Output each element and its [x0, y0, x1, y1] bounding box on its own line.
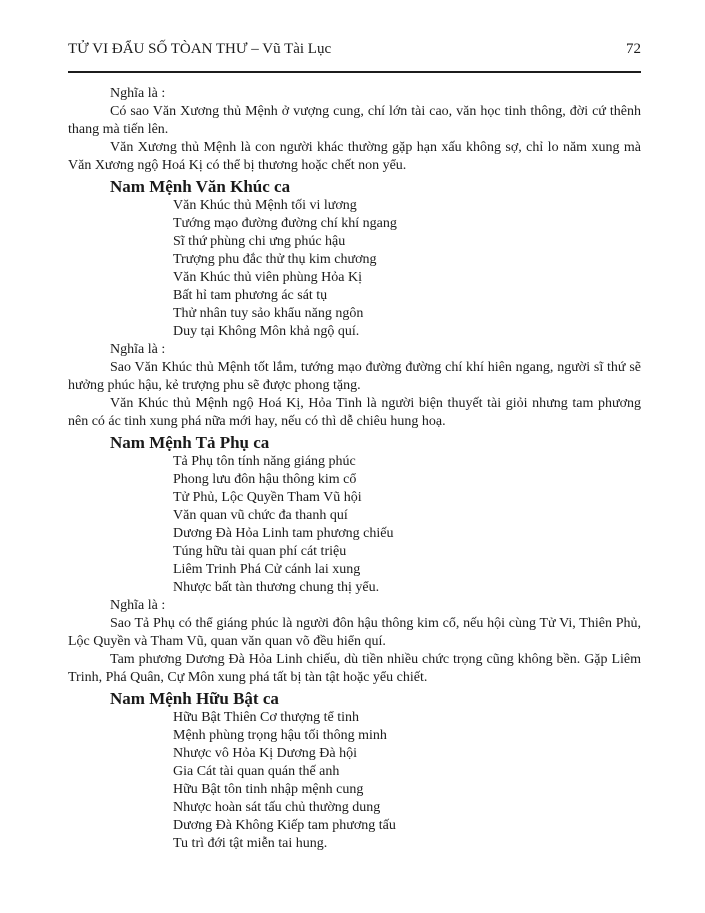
- meaning-label: Nghĩa là :: [110, 598, 166, 613]
- poem-line: Tướng mạo đường đường chí khí ngang: [173, 216, 397, 231]
- poem-line: Trượng phu đắc thử thụ kim chương: [173, 252, 377, 267]
- poem-line: Nhược hoàn sát tấu chủ thường dung: [173, 800, 381, 815]
- poem-ta-phu: [173, 453, 641, 597]
- header-rule: [68, 71, 641, 73]
- poem-van-khuc: [173, 197, 641, 341]
- page-number: 72: [626, 41, 641, 57]
- poem-line: Túng hữu tài quan phí cát triệu: [173, 544, 347, 559]
- poem-line: Nhược bất tàn thương chung thị yểu.: [173, 580, 380, 595]
- poem-line: Tả Phụ tôn tính năng giáng phúc: [173, 454, 356, 469]
- poem-line: Mệnh phùng trọng hậu tối thông minh: [173, 728, 387, 743]
- poem-line: Duy tại Không Môn khả ngộ quí.: [173, 324, 360, 339]
- section-heading-huu-bat: Nam Mệnh Hữu Bật ca: [110, 689, 279, 708]
- paragraph: Tam phương Dương Đà Hỏa Linh chiếu, dù tiền nhiều chức trọng cũng không bền. Gặp Liêm Trinh, Phá Quân, Cự Môn xung phá tất bị tàn tật hoặc yểu chiết.: [68, 652, 641, 685]
- paragraph: Sao Tả Phụ có thể giáng phúc là người đôn hậu thông kim cổ, nếu hội cùng Tử Vi, Thiên Phủ, Lộc Quyền và Tham Vũ, quan văn quan võ đều hiển quí.: [68, 616, 641, 649]
- poem-line: Gia Cát tài quan quán thế anh: [173, 764, 340, 779]
- meaning-label: Nghĩa là :: [110, 86, 166, 101]
- poem-line: Tu trì đới tật miễn tai hung.: [173, 836, 328, 851]
- header-book-title: TỬ VI ĐẨU SỐ TÒAN THƯ – Vũ Tài Lục: [68, 41, 332, 57]
- poem-line: Hữu Bật tôn tinh nhập mệnh cung: [173, 782, 364, 797]
- poem-line: Văn Khúc thủ viên phùng Hỏa Kị: [173, 270, 362, 285]
- poem-line: Dương Đà Không Kiếp tam phương tấu: [173, 818, 396, 833]
- page-header: [68, 41, 641, 58]
- poem-line: Liêm Trinh Phá Cử cánh lai xung: [173, 562, 361, 577]
- poem-line: Dương Đà Hỏa Linh tam phương chiếu: [173, 526, 394, 541]
- poem-line: Văn Khúc thủ Mệnh tối vi lương: [173, 198, 357, 213]
- poem-line: Sĩ thứ phùng chi ưng phúc hậu: [173, 234, 346, 249]
- poem-line: Nhược vô Hỏa Kị Dương Đà hội: [173, 746, 357, 761]
- poem-line: Phong lưu đôn hậu thông kim cổ: [173, 472, 357, 487]
- paragraph: Văn Khúc thủ Mệnh ngộ Hoá Kị, Hỏa Tinh là người biện thuyết tài giỏi nhưng tam phương nên có ác tinh xung phá nữa mới hay, nếu có thì dễ chiêu hung hoạ.: [68, 396, 641, 429]
- poem-line: Bất hỉ tam phương ác sát tụ: [173, 288, 328, 303]
- poem-line: Tử Phủ, Lộc Quyền Tham Vũ hội: [173, 490, 362, 505]
- paragraph: Văn Xương thủ Mệnh là con người khác thường gặp hạn xấu không sợ, chỉ lo năm xung mà Văn Xương ngộ Hoá Kị có thể bị thương hoặc chết non yểu.: [68, 140, 641, 173]
- section-heading-ta-phu: Nam Mệnh Tả Phụ ca: [110, 433, 270, 452]
- paragraph: Sao Văn Khúc thủ Mệnh tốt lắm, tướng mạo đường đường chí khí hiên ngang, người sĩ thứ sẽ hưởng phúc hậu, kẻ trượng phu sẽ được phong tặng.: [68, 360, 641, 393]
- page-content: [68, 85, 641, 853]
- paragraph: Có sao Văn Xương thủ Mệnh ở vượng cung, chí lớn tài cao, văn học tinh thông, đời cứ thênh thang mà tiến lên.: [68, 104, 641, 137]
- meaning-label: Nghĩa là :: [110, 342, 166, 357]
- poem-line: Hữu Bật Thiên Cơ thượng tể tinh: [173, 710, 360, 725]
- poem-line: Văn quan vũ chức đa thanh quí: [173, 508, 348, 523]
- section-heading-van-khuc: Nam Mệnh Văn Khúc ca: [110, 177, 291, 196]
- poem-line: Thử nhân tuy sảo khẩu năng ngôn: [173, 306, 364, 321]
- poem-huu-bat: [173, 709, 641, 853]
